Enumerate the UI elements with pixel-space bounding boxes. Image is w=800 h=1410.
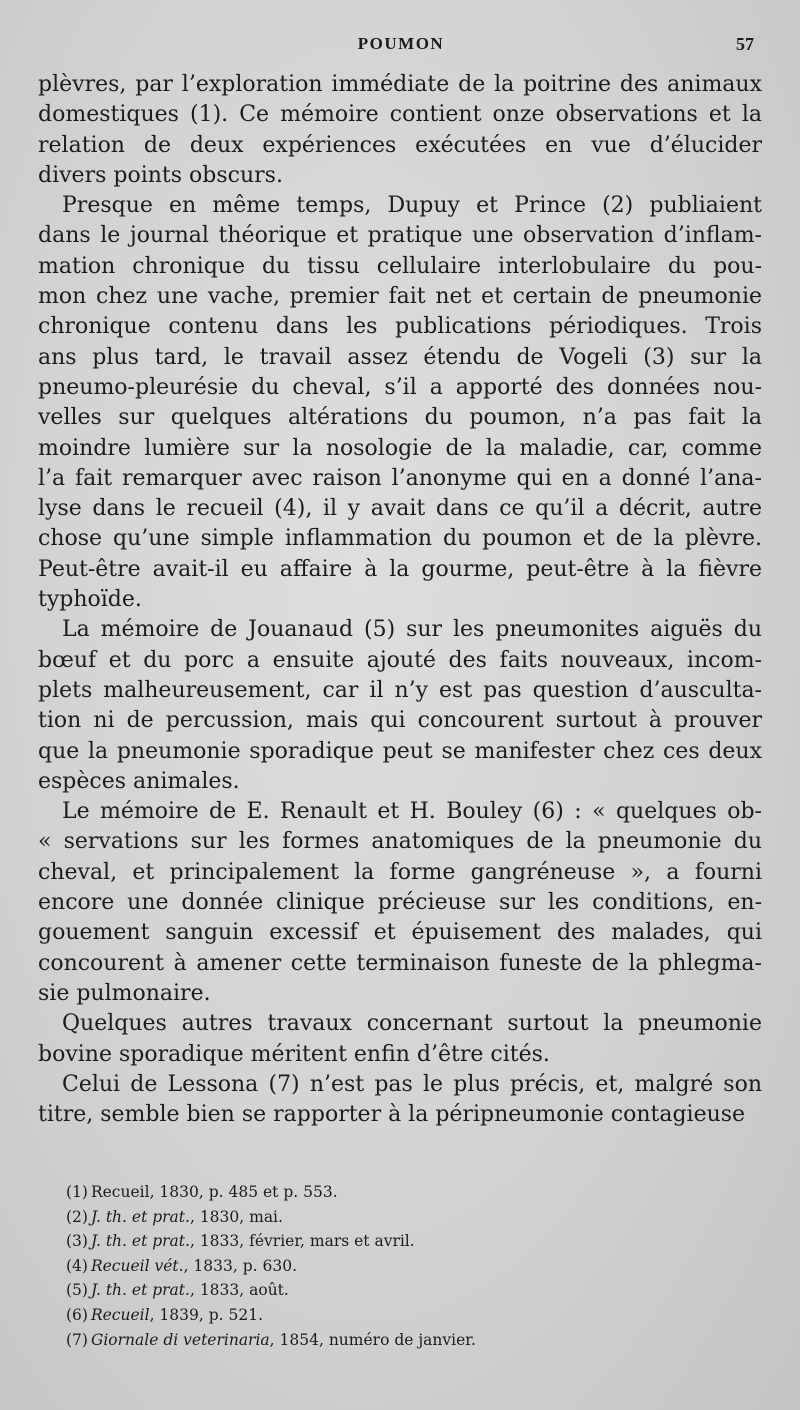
footnote-source-title: Recueil vét. xyxy=(90,1256,184,1275)
footnote-number: (5) xyxy=(66,1281,88,1300)
paragraph xyxy=(38,1070,762,1131)
text-line: chose qu’une simple inflammation du poumon et de la plèvre. xyxy=(38,526,762,552)
footnote-text: , 1833, p. 630. xyxy=(183,1256,298,1275)
text-line: Le mémoire de E. Renault et H. Bouley (6) : « quelques ob- xyxy=(62,799,762,825)
text-line: Celui de Lessona (7) n’est pas le plus précis, et, malgré son xyxy=(62,1071,762,1097)
text-line: tion ni de percussion, mais qui concourent surtout à prouver xyxy=(38,708,762,734)
text-line: Presque en même temps, Dupuy et Prince (2) publiaient xyxy=(62,193,762,219)
footnote xyxy=(66,1328,756,1353)
text-line: gouement sanguin excessif et épuisement des malades, qui xyxy=(38,920,762,946)
footnote-source-title: Giornale di veterinaria xyxy=(90,1330,270,1349)
footnote-source-title: Recueil xyxy=(90,1305,150,1324)
footnote-source-title: J. th. et prat. xyxy=(90,1281,190,1300)
text-line: sie pulmonaire. xyxy=(38,980,211,1006)
page-number: 57 xyxy=(736,34,754,54)
footnote-source-title: J. th. et prat. xyxy=(90,1232,190,1251)
text-line: que la pneumonie sporadique peut se manifester chez ces deux xyxy=(38,738,762,764)
text-line: divers points obscurs. xyxy=(38,162,283,188)
footnote-source-title: J. th. et prat. xyxy=(90,1207,190,1226)
paragraph xyxy=(38,191,762,615)
footnote xyxy=(66,1180,756,1205)
footnote-text: Recueil, 1830, p. 485 et p. 553. xyxy=(90,1183,338,1201)
running-title: POUMON xyxy=(357,34,445,53)
paragraph xyxy=(38,70,762,191)
text-line: dans le journal théorique et pratique une observation d’inflam- xyxy=(38,223,762,249)
footnote xyxy=(66,1205,756,1230)
page-header xyxy=(40,34,762,58)
text-line: plets malheureusement, car il n’y est pas question d’ausculta- xyxy=(38,677,762,703)
text-line: espèces animales. xyxy=(38,768,240,794)
footnote-number: (6) xyxy=(66,1305,88,1324)
footnote-text: , 1833, août. xyxy=(189,1281,289,1300)
text-line: concourent à amener cette terminaison funeste de la phlegma- xyxy=(38,950,762,976)
paragraph xyxy=(38,797,762,1009)
footnote-number: (1) xyxy=(66,1183,88,1201)
paragraph xyxy=(38,615,762,797)
footnote xyxy=(66,1303,756,1328)
footnote-text: , 1839, p. 521. xyxy=(149,1305,264,1324)
text-line: bovine sporadique méritent enfin d’être cités. xyxy=(38,1041,550,1067)
footnotes xyxy=(66,1180,756,1352)
text-line: mon chez une vache, premier fait net et certain de pneumonie xyxy=(38,284,762,310)
text-line: « servations sur les formes anatomiques de la pneumonie du xyxy=(38,829,762,855)
text-line: lyse dans le recueil (4), il y avait dans ce qu’il a décrit, autre xyxy=(38,496,762,522)
text-line: La mémoire de Jouanaud (5) sur les pneumonites aiguës du xyxy=(62,617,762,643)
text-line: pneumo-pleurésie du cheval, s’il a apporté des données nou- xyxy=(38,374,762,400)
text-line: ans plus tard, le travail assez étendu de Vogeli (3) sur la xyxy=(38,344,762,370)
text-line: relation de deux expériences exécutées en vue d’élucider xyxy=(38,132,762,158)
text-line: Peut-être avait-il eu affaire à la gourme, peut-être à la fièvre xyxy=(38,556,762,582)
footnote-number: (3) xyxy=(66,1232,88,1251)
footnote-text: , 1854, numéro de janvier. xyxy=(269,1330,476,1349)
footnote-text: , 1833, février, mars et avril. xyxy=(189,1232,415,1251)
text-line: moindre lumière sur la nosologie de la maladie, car, comme xyxy=(38,435,762,461)
text-line: l’a fait remarquer avec raison l’anonyme qui en a donné l’ana- xyxy=(38,465,762,491)
text-line: domestiques (1). Ce mémoire contient onze observations et la xyxy=(38,102,762,128)
text-line: plèvres, par l’exploration immédiate de la poitrine des animaux xyxy=(38,72,762,97)
text-line: titre, semble bien se rapporter à la péripneumonie contagieuse xyxy=(38,1102,746,1128)
footnote-text: , 1830, mai. xyxy=(189,1207,283,1226)
text-line: encore une donnée clinique précieuse sur les conditions, en- xyxy=(38,890,762,916)
footnote-number: (4) xyxy=(66,1256,88,1275)
text-line: cheval, et principalement la forme gangréneuse », a fourni xyxy=(38,859,762,885)
text-line: velles sur quelques altérations du poumon, n’a pas fait la xyxy=(38,405,762,431)
text-line: typhoïde. xyxy=(38,587,142,613)
footnote xyxy=(66,1229,756,1254)
footnote xyxy=(66,1254,756,1279)
text-line: bœuf et du porc a ensuite ajouté des faits nouveaux, incom- xyxy=(38,647,762,673)
footnote-number: (2) xyxy=(66,1207,88,1226)
body-text xyxy=(38,70,762,1130)
text-line: chronique contenu dans les publications périodiques. Trois xyxy=(38,314,762,340)
text-line: mation chronique du tissu cellulaire interlobulaire du pou- xyxy=(38,253,762,279)
text-line: Quelques autres travaux concernant surtout la pneumonie xyxy=(62,1011,762,1037)
paragraph xyxy=(38,1009,762,1070)
footnote-number: (7) xyxy=(66,1330,88,1349)
footnote xyxy=(66,1278,756,1303)
